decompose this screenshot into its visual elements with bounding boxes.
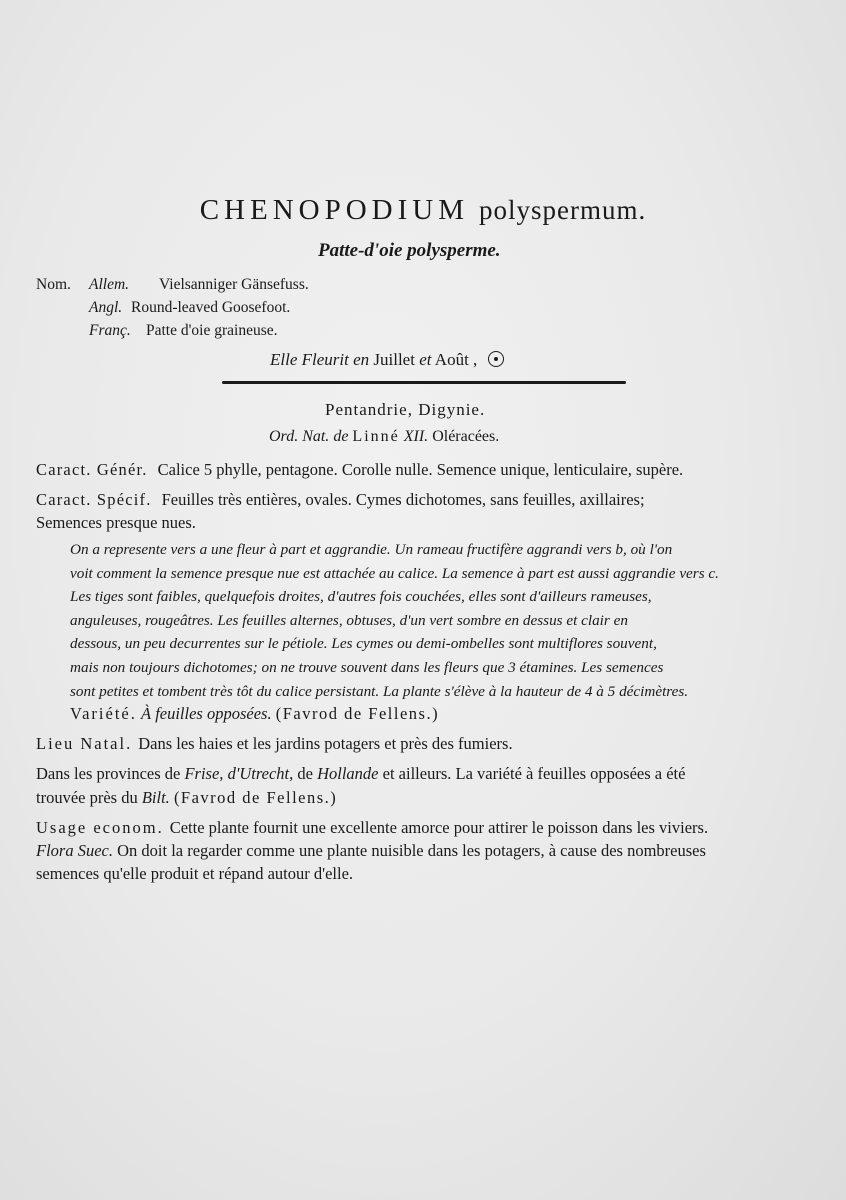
linnaean-class: Pentandrie, Digynie.: [325, 400, 486, 419]
annual-sign-icon: [488, 351, 504, 367]
economic-use: Usage econom. Cette plante fournit une excellente amorce pour attirer le poisson dans les viviers.: [36, 818, 709, 837]
specific-character-cont: Semences presque nues.: [36, 513, 196, 532]
plant-description: On a represente vers a une fleur à part et aggrandie. Un rameau fructifère aggrandi vers b, où l'on voit comment la semence presque nue est attachée au calice. La semence à part est aussi aggrandie vers c. Les tiges sont faibles, quelquefois droites, d'autres fois couchées, elles sont d'ailleurs rameuses, anguleuses, rougeâtres. Les feuilles alternes, obtuses, d'un vert sombre en dessus et clair en dessous, un peu decurrentes sur le pétiole. Les cymes ou demi-ombelles sont multiflores souvent, mais non toujours dichotomes; on ne trouve souvent dans les fleurs que 3 étamines. Les semences sont petites et tombent très tôt du calice persistant. La plante s'élève à la hauteur de 4 à 5 décimètres.: [70, 541, 719, 700]
species-name: polyspermum.: [479, 195, 647, 225]
nom-label: Nom.: [36, 276, 71, 293]
name-angl: Angl. Round-leaved Goosefoot.: [89, 299, 291, 316]
divider-rule: [222, 381, 626, 384]
provinces-line: Dans les provinces de Frise, d'Utrecht, de Hollande et ailleurs. La variété à feuilles opposées a été: [36, 764, 686, 783]
native-habitat: Lieu Natal. Dans les haies et les jardins potagers et près des fumiers.: [36, 734, 513, 753]
genus-name: CHENOPODIUM: [199, 194, 470, 226]
economic-use-3: semences qu'elle produit et répand autour d'elle.: [36, 864, 354, 883]
french-common-name: Patte-d'oie polysperme.: [318, 240, 501, 261]
page-title: [0, 193, 846, 227]
name-allem: Nom. Allem. Vielsanniger Gänsefuss.: [36, 276, 309, 293]
economic-use-2: Flora Suec. On doit la regarder comme une plante nuisible dans les potagers, à cause des nombreuses: [36, 841, 706, 860]
flowering-period: Elle Fleurit en Juillet et Août ,: [270, 350, 504, 370]
variety: Variété. À feuilles opposées. (Favrod de Fellens.): [70, 704, 440, 723]
provinces-line-2: trouvée près du Bilt. (Favrod de Fellens.): [36, 788, 338, 807]
name-franc: Franç. Patte d'oie graineuse.: [89, 322, 278, 339]
generic-character: Caract. Génér. Calice 5 phylle, pentagone. Corolle nulle. Semence unique, lenticulaire, supère.: [36, 460, 684, 479]
natural-order: Ord. Nat. de Linné XII. Oléracées.: [269, 428, 500, 445]
specific-character: Caract. Spécif. Feuilles très entières, ovales. Cymes dichotomes, sans feuilles, axillaires;: [36, 490, 645, 509]
